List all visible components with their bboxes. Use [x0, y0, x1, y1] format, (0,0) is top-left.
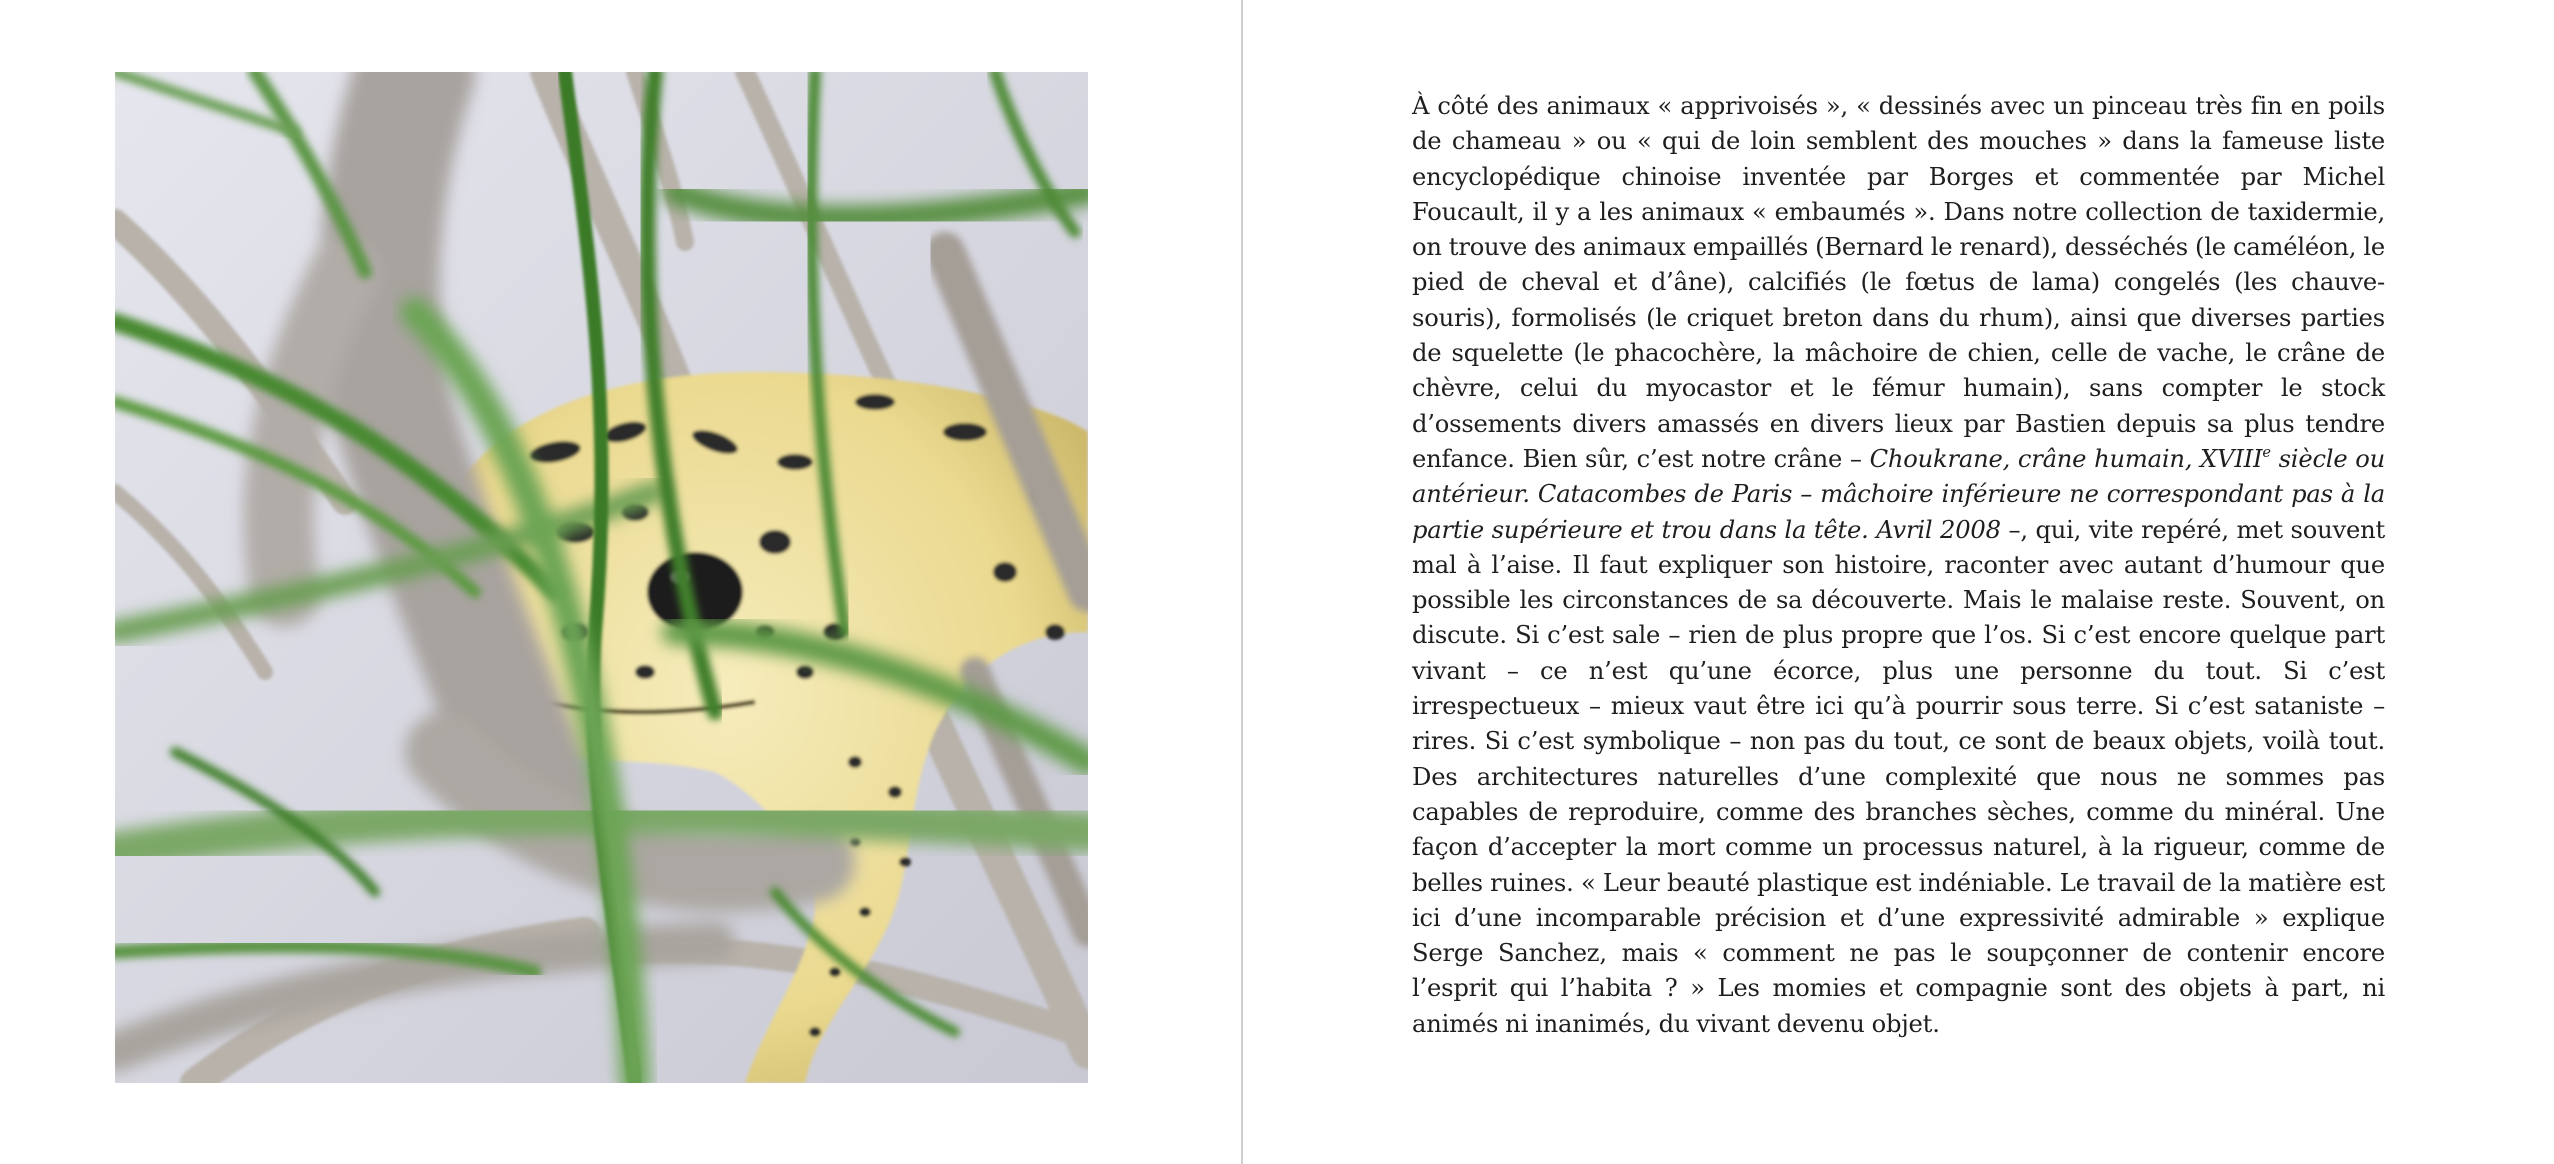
italic-caption-part1: Choukrane, crâne humain, XVIII [1869, 444, 2263, 473]
italic-caption-part2: siècle ou antérieur. Catacombes de Paris – mâchoire inférieure ne correspondant pas à la partie supérieure et trou dans la tête. Avril 2008 [1412, 444, 2386, 544]
left-page [0, 0, 1241, 1164]
paragraph [1412, 89, 2385, 1042]
lizard-photo [115, 72, 1088, 1083]
paragraph-text-start: À côté des animaux « apprivoisés », « dessinés avec un pinceau très fin en poils de chameau » ou « qui de loin semblent des mouches » dans la fameuse liste encyclopédique chinoise inventée par Borges et commentée par Michel Foucault, il y a les animaux « embaumés ». Dans notre collection de taxidermie, on trouve des animaux empaillés (Bernard le renard), desséchés (le caméléon, le pied de cheval et d’âne), calcifiés (le fœtus de lama) congelés (les chauve-souris), formolisés (le criquet breton dans du rhum), ainsi que diverses parties de squelette (le phacochère, la mâchoire de chien, celle de vache, le crâne de chèvre, celui du myocastor et le fémur humain), sans compter le stock d’ossements divers amassés en divers lieux par Bastien depuis sa plus tendre enfance. Bien sûr, c’est notre crâne – [1412, 92, 2385, 473]
paragraph-text-end: –, qui, vite repéré, met souvent mal à l’aise. Il faut expliquer son histoire, raconter avec autant d’humour que possible les circonstances de sa découverte. Mais le malaise reste. Souvent, on discute. Si c’est sale – rien de plus propre que l’os. Si c’est encore quelque part vivant – ce n’est qu’une écorce, plus une personne du tout. Si c’est irrespectueux – mieux vaut être ici qu’à pourrir sous terre. Si c’est sataniste – rires. Si c’est symbolique – non pas du tout, ce sont de beaux objets, voilà tout. Des architectures naturelles d’une complexité que nous ne sommes pas capables de reproduire, comme des branches sèches, comme du minéral. Une façon d’accepter la mort comme un processus naturel, à la rigueur, comme de belles ruines. « Leur beauté plastique est indéniable. Le travail de la matière est ici d’une incomparable précision et d’une expressivité admirable » explique Serge Sanchez, mais « comment ne pas le soupçonner de contenir encore l’esprit qui l’habita ? » Les momies et compagnie sont des objets à part, ni animés ni inanimés, du vivant devenu objet. [1412, 515, 2385, 1038]
century-superscript: e [2262, 444, 2271, 461]
lizard-among-leaves-photo-icon [115, 72, 1088, 1083]
body-text [1412, 89, 2385, 1042]
